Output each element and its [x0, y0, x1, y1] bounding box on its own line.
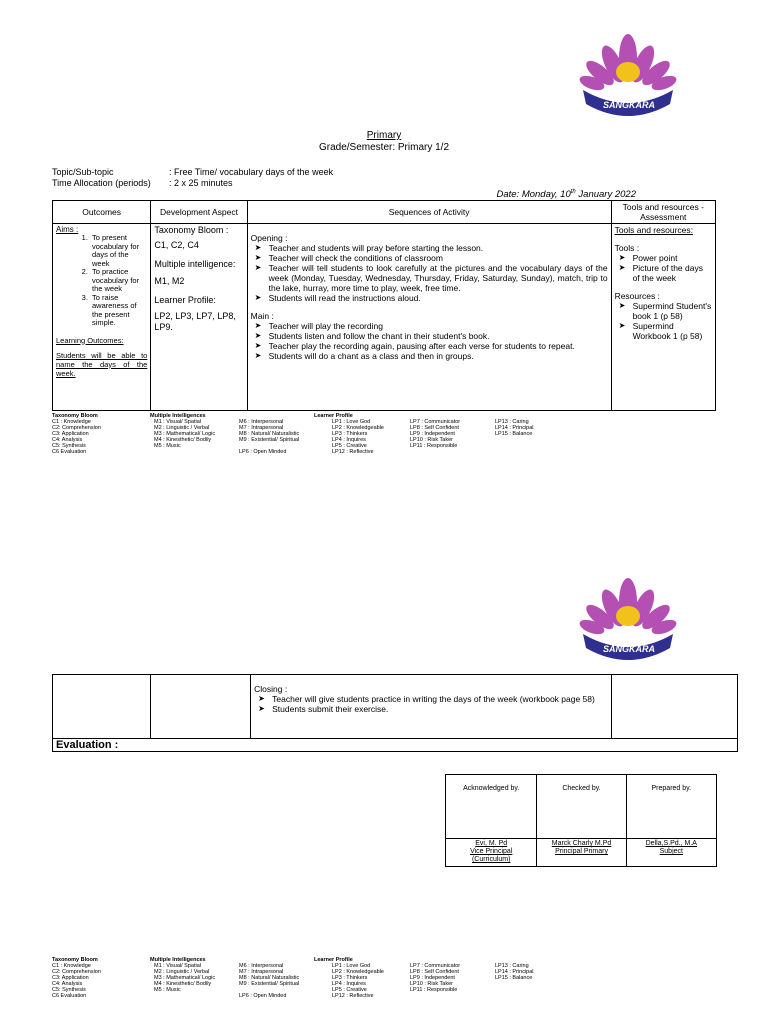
legend-item: C4: Analysis	[52, 981, 83, 987]
legend-item: M8 : Natural/ Naturalistic	[239, 431, 300, 437]
list-item: ➤ Picture of the days of the week	[633, 263, 712, 283]
aim-item: 3. To raise awareness of the present simple.	[90, 294, 147, 328]
list-item: ➤ Teacher and students will pray before starting the lesson.	[269, 243, 608, 253]
school-logo	[578, 572, 678, 672]
legend-item: LP11 : Responsible	[410, 987, 458, 993]
legend-item: C3: Application	[52, 431, 89, 437]
legend-item: C5: Synthesis	[52, 443, 86, 449]
development-header: Development Aspect	[151, 201, 247, 224]
legend-item: LP12 : Reflective	[332, 449, 374, 455]
legend-item: M5 : Music	[154, 987, 181, 993]
legend-item: M9 : Existential/ Spiritual	[239, 981, 300, 987]
legend-item: LP2 : Knowledgeable	[332, 969, 384, 975]
main-label: Main :	[250, 311, 274, 321]
mi-label: Multiple intelligence:	[154, 259, 236, 269]
legend-item: LP12 : Reflective	[332, 993, 374, 999]
legend-item: LP6 : Open Minded	[239, 993, 287, 999]
empty-cell	[53, 675, 151, 739]
logo-text: SANGKARA	[602, 644, 655, 654]
lp-label: Learner Profile:	[154, 295, 216, 305]
sig-name: Evi, M. Pd Vice Principal (Curriculum)	[446, 839, 537, 867]
legend-item: LP5 : Creative	[332, 443, 367, 449]
sig-header: Checked by.	[537, 775, 626, 839]
taxonomy-values: C1, C2, C4	[154, 240, 199, 250]
legend-item: M4 : Kinesthetic/ Bodily	[154, 437, 212, 443]
legend-taxonomy-title: Taxonomy Bloom	[52, 957, 98, 963]
legend-item: M5 : Music	[154, 443, 181, 449]
page-title: Primary	[366, 130, 402, 141]
legend-item: LP11 : Responsible	[410, 443, 458, 449]
legend-item: M1 : Visual/ Spatial	[154, 419, 201, 425]
legend-lp-title: Learner Profile	[314, 413, 353, 419]
tools-header: Tools and resources - Assessment	[611, 201, 715, 224]
resources-list	[615, 301, 712, 341]
closing-cell	[251, 675, 612, 739]
legend-item: M4 : Kinesthetic/ Bodily	[154, 981, 212, 987]
aim-item: 1. To present vocabulary for days of the week	[90, 234, 147, 268]
time-value: : 2 x 25 minutes	[169, 178, 233, 188]
tools-label: Tools :	[614, 243, 640, 253]
logo-text: SANGKARA	[602, 100, 655, 110]
legend-item: LP8 : Self Confident	[410, 425, 459, 431]
aims-list	[56, 234, 147, 328]
legend-item: LP8 : Self Confident	[410, 969, 459, 975]
school-logo	[578, 28, 678, 128]
sig-name: Marck Charly M.Pd Principal Primary	[537, 839, 626, 867]
list-item: ➤ Teacher will give students practice in writing the days of the week (workbook page 58)	[272, 694, 608, 704]
empty-cell	[612, 675, 738, 739]
legend-item: LP9 : Independent	[410, 975, 455, 981]
legend-item: M7 : Intrapersonal	[239, 425, 284, 431]
legend-item: LP4 : Inquires	[332, 981, 366, 987]
taxonomy-label: Taxonomy Bloom :	[154, 225, 229, 235]
topic-row	[52, 167, 333, 177]
learning-outcomes-label: Learning Outcomes:	[56, 335, 124, 345]
outcomes-header: Outcomes	[53, 201, 151, 224]
legend-item: LP4 : Inquires	[332, 437, 366, 443]
topic-label: Topic/Sub-topic	[52, 167, 114, 177]
legend-item: LP13 : Caring	[495, 963, 529, 969]
time-label: Time Allocation (periods)	[52, 178, 151, 188]
legend-item: C5: Synthesis	[52, 987, 86, 993]
list-item: ➤ Power point	[633, 253, 712, 263]
legend-item: M3 : Mathematical/ Logic	[154, 431, 216, 437]
aim-item: 2. To practice vocabulary for the week	[90, 268, 147, 294]
legend-item: LP15 : Balance	[495, 431, 533, 437]
legend-item: C6 Evaluation	[52, 993, 87, 999]
sig-header: Acknowledged by.	[446, 775, 537, 839]
legend-item: C1 : Knowledge	[52, 419, 91, 425]
tools-list	[615, 253, 712, 283]
outcomes-cell	[53, 224, 151, 411]
legend-item: LP15 : Balance	[495, 975, 533, 981]
list-item: ➤ Students listen and follow the chant in their student's book.	[269, 331, 608, 341]
legend-taxonomy-title: Taxonomy Bloom	[52, 413, 98, 419]
legend-item: C6 Evaluation	[52, 449, 87, 455]
list-item: ➤ Students submit their exercise.	[272, 704, 608, 714]
lesson-date: Date: Monday, 10th January 2022	[496, 189, 636, 201]
sequence-cell	[247, 224, 611, 411]
learning-outcomes-text: Students will be able to name the days of the week.	[56, 350, 148, 378]
legend-item: LP3 : Thinkers	[332, 431, 368, 437]
legend-item: C4: Analysis	[52, 437, 83, 443]
topic-value: : Free Time/ vocabulary days of the week	[169, 167, 334, 177]
legend-item: M2 : Linguistic / Verbal	[154, 969, 210, 975]
list-item: ➤ Students will read the instructions aloud.	[269, 293, 608, 303]
closing-table	[52, 674, 738, 752]
legend-item: M2 : Linguistic / Verbal	[154, 425, 210, 431]
closing-list	[254, 694, 608, 714]
development-cell	[151, 224, 247, 411]
legend-item: LP7 : Communicator	[410, 419, 461, 425]
legend-item: LP10 : Risk Taker	[410, 981, 454, 987]
legend-item: M6 : Interpersonal	[239, 963, 284, 969]
signature-table	[445, 774, 717, 867]
sequences-header: Sequences of Activity	[247, 201, 611, 224]
legend-item: M3 : Mathematical/ Logic	[154, 975, 216, 981]
legend-item: LP1 : Love God	[332, 963, 371, 969]
legend-item: M9 : Existential/ Spiritual	[239, 437, 300, 443]
aims-label: Aims :	[56, 225, 79, 234]
resources-label: Resources :	[614, 291, 660, 301]
legend	[52, 957, 652, 1017]
main-list	[251, 321, 608, 361]
tools-cell	[611, 224, 715, 411]
list-item: ➤ Teacher play the recording again, pausing after each verse for students to repeat.	[269, 341, 608, 351]
legend-item: M6 : Interpersonal	[239, 419, 284, 425]
legend-item: C1 : Knowledge	[52, 963, 91, 969]
legend-item: LP7 : Communicator	[410, 963, 461, 969]
legend-item: LP6 : Open Minded	[239, 449, 287, 455]
legend-item: LP1 : Love God	[332, 419, 371, 425]
lp-values: LP2, LP3, LP7, LP8, LP9.	[154, 311, 236, 332]
legend	[52, 413, 652, 473]
opening-label: Opening :	[250, 233, 288, 243]
tools-resources-label: Tools and resources:	[614, 225, 693, 235]
list-item: ➤ Teacher will check the conditions of classroom	[269, 253, 608, 263]
list-item: ➤ Teacher will play the recording	[269, 321, 608, 331]
legend-item: LP9 : Independent	[410, 431, 455, 437]
legend-item: C2: Comprehension	[52, 969, 101, 975]
evaluation-label: Evaluation :	[53, 739, 738, 752]
legend-item: LP14 : Principal	[495, 425, 534, 431]
legend-item: M8 : Natural/ Naturalistic	[239, 975, 300, 981]
list-item: ➤ Supermind Student's book 1 (p 58)	[633, 301, 712, 321]
sig-name: Della,S.Pd., M.A Subject	[626, 839, 716, 867]
empty-cell	[150, 675, 251, 739]
legend-item: M7 : Intrapersonal	[239, 969, 284, 975]
legend-item: LP10 : Risk Taker	[410, 437, 454, 443]
legend-item: LP2 : Knowledgeable	[332, 425, 384, 431]
legend-item: C2: Comprehension	[52, 425, 101, 431]
legend-item: LP13 : Caring	[495, 419, 529, 425]
lesson-plan-table	[52, 200, 716, 411]
legend-item: LP5 : Creative	[332, 987, 367, 993]
closing-label: Closing :	[254, 684, 288, 694]
legend-item: M1 : Visual/ Spatial	[154, 963, 201, 969]
legend-item: LP14 : Principal	[495, 969, 534, 975]
legend-item: LP3 : Thinkers	[332, 975, 368, 981]
mi-values: M1, M2	[154, 276, 185, 286]
legend-mi-title: Multiple Intelligences	[150, 413, 206, 419]
list-item: ➤ Students will do a chant as a class and then in groups.	[269, 351, 608, 361]
legend-item: C3: Application	[52, 975, 89, 981]
sig-header: Prepared by.	[626, 775, 716, 839]
grade-semester: Grade/Semester: Primary 1/2	[318, 142, 450, 153]
list-item: ➤ Teacher will tell students to look carefully at the pictures and the vocabulary days of the week (Monday, Tuesday, Wednesday, Thursday, Friday, Saturday, Sunday), match, trip to the lake, hurray, more time to play, week, free time.	[269, 263, 608, 293]
opening-list	[251, 243, 608, 303]
legend-lp-title: Learner Profile	[314, 957, 353, 963]
list-item: ➤ Supermind Workbook 1 (p 58)	[633, 321, 712, 341]
legend-mi-title: Multiple Intelligences	[150, 957, 206, 963]
time-row	[52, 178, 233, 188]
